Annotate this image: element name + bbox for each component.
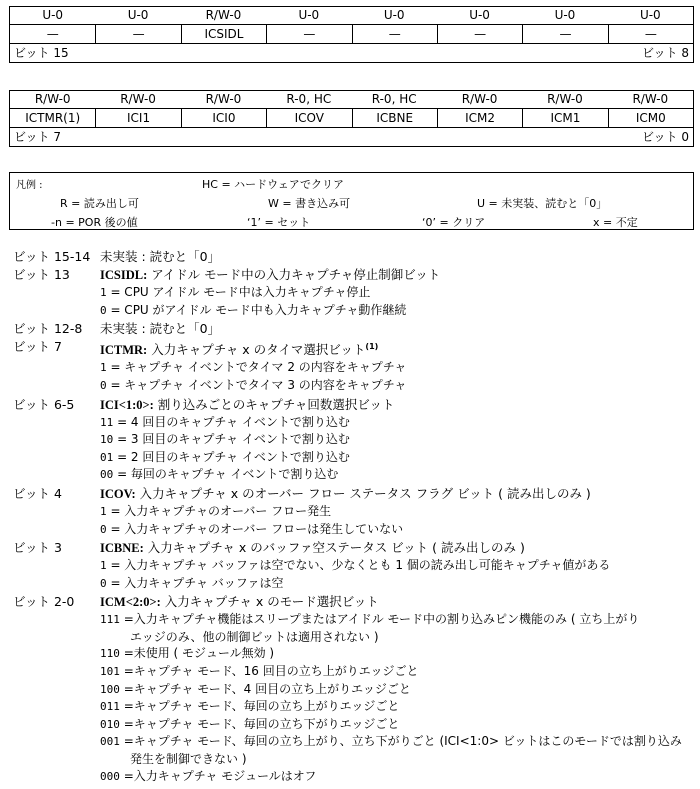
option-text: =キャプチャ モード、毎回の立ち上がり、立ち下がりごと (ICI<1:0> ビットはこのモードでは割り込み — [119, 734, 682, 749]
option-text: =入力キャプチャ モジュールはオフ — [119, 768, 317, 783]
option-code: 0 — [100, 303, 107, 317]
bit3-attr: R-0, HC — [371, 92, 417, 106]
bit-title — [100, 338, 700, 359]
option-code: 10 — [100, 433, 114, 447]
bit13-name: ICSIDL — [181, 24, 266, 43]
bit-field-name: ICBNE: — [100, 541, 144, 556]
option-text: = CPU がアイドル モード中も入力キャプチャ動作継続 — [106, 302, 407, 317]
bit-entry — [0, 266, 700, 319]
bit-option — [100, 733, 700, 751]
option-code: 1 — [100, 504, 107, 518]
bit1-name: ICM1 — [522, 108, 607, 127]
bit-entry — [0, 338, 700, 394]
bit15-attr: U-0 — [42, 8, 64, 22]
footnote-ref: (1) — [365, 342, 379, 352]
bit7-attr: R/W-0 — [34, 92, 71, 106]
bit10-name: — — [437, 24, 522, 43]
bit-description: 割り込みごとのキャプチャ回数選択ビット — [153, 396, 395, 412]
bit-option — [100, 377, 700, 395]
bit-option — [100, 466, 700, 484]
bit2-attr: R/W-0 — [461, 92, 498, 106]
bit-number: ビット 3 — [13, 540, 62, 556]
legend-w: W = 書き込み可 — [268, 197, 351, 210]
register-high-footer — [10, 43, 693, 62]
bit-description: アイドル モード中の入力キャプチャ停止制御ビット — [147, 267, 441, 282]
bit-title — [100, 266, 700, 284]
option-text: = CPU アイドル モード中は入力キャプチャ停止 — [106, 285, 371, 299]
option-code: 111 — [100, 613, 120, 627]
bit14-attr: U-0 — [127, 8, 149, 22]
bit-option — [100, 716, 700, 734]
bit-number: ビット 7 — [13, 339, 62, 355]
bit15-name: — — [10, 24, 95, 43]
option-code: 1 — [100, 286, 107, 299]
legend-box — [9, 172, 694, 230]
bit-option — [130, 751, 700, 768]
option-code: 101 — [100, 665, 120, 679]
bit-option — [100, 284, 700, 302]
bit-number: ビット 4 — [13, 485, 62, 501]
option-code: 100 — [100, 682, 120, 696]
bit3-name: ICBNE — [352, 108, 437, 127]
bit-field-name: ICM<2:0>: — [100, 595, 161, 610]
bit-option — [100, 645, 700, 663]
bit-entry — [0, 485, 700, 538]
bit-title — [100, 248, 700, 265]
bit7-name: ICTMR(1) — [10, 108, 95, 127]
bit0-name: ICM0 — [608, 108, 693, 127]
bit-description: 入力キャプチャ x のオーバー フロー ステータス フラグ ビット ( 読み出しのみ ) — [135, 485, 591, 501]
option-code: 000 — [100, 769, 120, 783]
bit-title — [100, 320, 700, 337]
bit-option — [100, 698, 700, 716]
bit-option — [100, 768, 700, 786]
bit-option — [100, 302, 700, 320]
bit-option — [100, 449, 700, 467]
bit14-name: — — [95, 24, 180, 43]
bit9-name: — — [522, 24, 607, 43]
option-text: = 2 回目のキャプチャ イベントで割り込む — [113, 449, 350, 464]
option-code: 110 — [100, 647, 120, 661]
bit5-name: ICI0 — [181, 108, 266, 127]
option-text: =キャプチャ モード、毎回の立ち下がりエッジごと — [119, 716, 400, 731]
bit13-attr: R/W-0 — [205, 8, 242, 22]
bit-option — [100, 611, 700, 629]
option-text: エッジのみ、他の制御ビットは適用されない ) — [130, 629, 379, 644]
option-text: =未使用 ( モジュール無効 ) — [119, 646, 275, 661]
bit-entry — [0, 320, 700, 337]
option-text: = キャプチャ イベントでタイマ 2 の内容をキャプチャ — [106, 360, 407, 375]
option-code: 00 — [100, 468, 114, 482]
bit-option — [100, 681, 700, 699]
option-text: = 入力キャプチャ バッファは空でない、少なくとも 1 個の読み出し可能キャプチャ値がある — [106, 558, 611, 573]
option-text: = キャプチャ イベントでタイマ 3 の内容をキャプチャ — [106, 377, 407, 392]
bit-entry — [0, 593, 700, 785]
option-text: =キャプチャ モード、毎回の立ち上がりエッジごと — [119, 699, 400, 714]
bit12-attr: U-0 — [298, 8, 320, 22]
bit-option — [100, 359, 700, 377]
bit-title — [100, 485, 700, 503]
bit10-attr: U-0 — [469, 8, 490, 22]
option-code: 1 — [100, 559, 107, 573]
legend-n: -n = POR 後の値 — [51, 216, 138, 229]
option-text: =キャプチャ モード、4 回目の立ち上がりエッジごと — [119, 681, 411, 696]
bit5-attr: R/W-0 — [205, 92, 242, 106]
option-text: =キャプチャ モード、16 回目の立ち上がりエッジごと — [119, 664, 419, 679]
register-low-attributes — [10, 91, 693, 108]
register-high-attributes — [10, 7, 693, 24]
bit-option — [100, 557, 700, 575]
bit-title — [100, 593, 700, 611]
bit-field-name: ICI<1:0>: — [100, 397, 154, 412]
register-low-lsb-label: ビット 0 — [642, 130, 689, 144]
legend-set: ‘1’ = セット — [247, 216, 311, 229]
bit-option — [100, 663, 700, 681]
register-high-names — [10, 24, 693, 43]
legend-u: U = 未実装、読むと「0」 — [477, 197, 608, 210]
option-code: 011 — [100, 700, 120, 714]
bit1-attr: R/W-0 — [547, 92, 583, 106]
bit-number: ビット 12-8 — [13, 321, 83, 337]
option-code: 11 — [100, 415, 114, 429]
bit-title — [100, 539, 700, 557]
bit-option — [100, 414, 700, 432]
option-text: = 入力キャプチャ バッファは空 — [106, 575, 284, 590]
register-high-msb-label: ビット 15 — [14, 46, 69, 60]
bit6-attr: R/W-0 — [120, 92, 156, 106]
option-code: 010 — [100, 717, 120, 731]
option-code: 001 — [100, 735, 120, 749]
bit8-attr: U-0 — [639, 8, 661, 22]
legend-heading: 凡例 : — [16, 180, 43, 191]
bit11-name: — — [352, 24, 437, 43]
legend-unknown: x = 不定 — [593, 216, 638, 229]
register-low-names — [10, 108, 693, 127]
bit-description: 入力キャプチャ x のタイマ選択ビット — [147, 342, 366, 358]
option-code: 0 — [100, 522, 107, 536]
bit12-name: — — [266, 24, 351, 43]
bit-option — [130, 629, 700, 646]
bit-description: 未実装 : 読むと「0」 — [100, 249, 221, 264]
bit0-attr: R/W-0 — [632, 92, 669, 106]
option-code: 0 — [100, 576, 107, 590]
bit-number: ビット 13 — [13, 267, 70, 282]
bit-number: ビット 2-0 — [13, 594, 75, 610]
bit8-name: — — [608, 24, 693, 43]
option-code: 1 — [100, 361, 107, 375]
option-code: 01 — [100, 450, 114, 464]
bit-option — [100, 575, 700, 593]
bit-description: 入力キャプチャ x のバッファ空ステータス ビット ( 読み出しのみ ) — [143, 540, 525, 556]
bit-number: ビット 15-14 — [13, 249, 91, 264]
bit-entry — [0, 248, 700, 265]
legend-hc: HC = ハードウェアでクリア — [202, 178, 345, 191]
register-high-lsb-label: ビット 8 — [642, 46, 689, 60]
bit-option — [100, 503, 700, 521]
register-high-table — [9, 6, 694, 63]
register-low-msb-label: ビット 7 — [14, 130, 61, 144]
bit-title — [100, 396, 700, 414]
option-text: = 毎回のキャプチャ イベントで割り込む — [113, 467, 339, 482]
legend-r: R = 読み出し可 — [60, 197, 139, 210]
bit-entry — [0, 539, 700, 592]
option-code: 0 — [100, 378, 107, 392]
bit2-name: ICM2 — [437, 108, 522, 127]
register-low-footer — [10, 127, 693, 146]
legend-clear: ‘0’ = クリア — [422, 216, 486, 229]
bit-field-name: ICSIDL: — [100, 268, 148, 282]
bit-option — [100, 521, 700, 539]
bit-description: 入力キャプチャ x のモード選択ビット — [160, 594, 379, 610]
option-text: = 3 回目のキャプチャ イベントで割り込む — [113, 432, 350, 447]
bit-option — [100, 431, 700, 449]
register-low-table — [9, 90, 694, 147]
option-text: = 入力キャプチャのオーバー フローは発生していない — [106, 521, 404, 536]
bit-description: 未実装 : 読むと「0」 — [100, 321, 221, 337]
bit9-attr: U-0 — [554, 8, 576, 22]
bit4-attr: R-0, HC — [286, 92, 332, 106]
option-text: =入力キャプチャ機能はスリープまたはアイドル モード中の割り込みピン機能のみ ( 立ち上がり — [119, 612, 640, 627]
bit-entry — [0, 396, 700, 484]
bit6-name: ICI1 — [95, 108, 180, 127]
bit-number: ビット 6-5 — [13, 396, 75, 412]
option-text: = 入力キャプチャのオーバー フロー発生 — [106, 503, 332, 518]
bit11-attr: U-0 — [383, 8, 405, 22]
bit4-name: ICOV — [266, 108, 351, 127]
option-text: 発生を制御できない ) — [130, 752, 247, 767]
option-text: = 4 回目のキャプチャ イベントで割り込む — [113, 414, 350, 429]
bit-descriptions — [0, 248, 700, 785]
bit-field-name: ICOV: — [100, 486, 136, 501]
bit-field-name: ICTMR: — [100, 343, 148, 358]
